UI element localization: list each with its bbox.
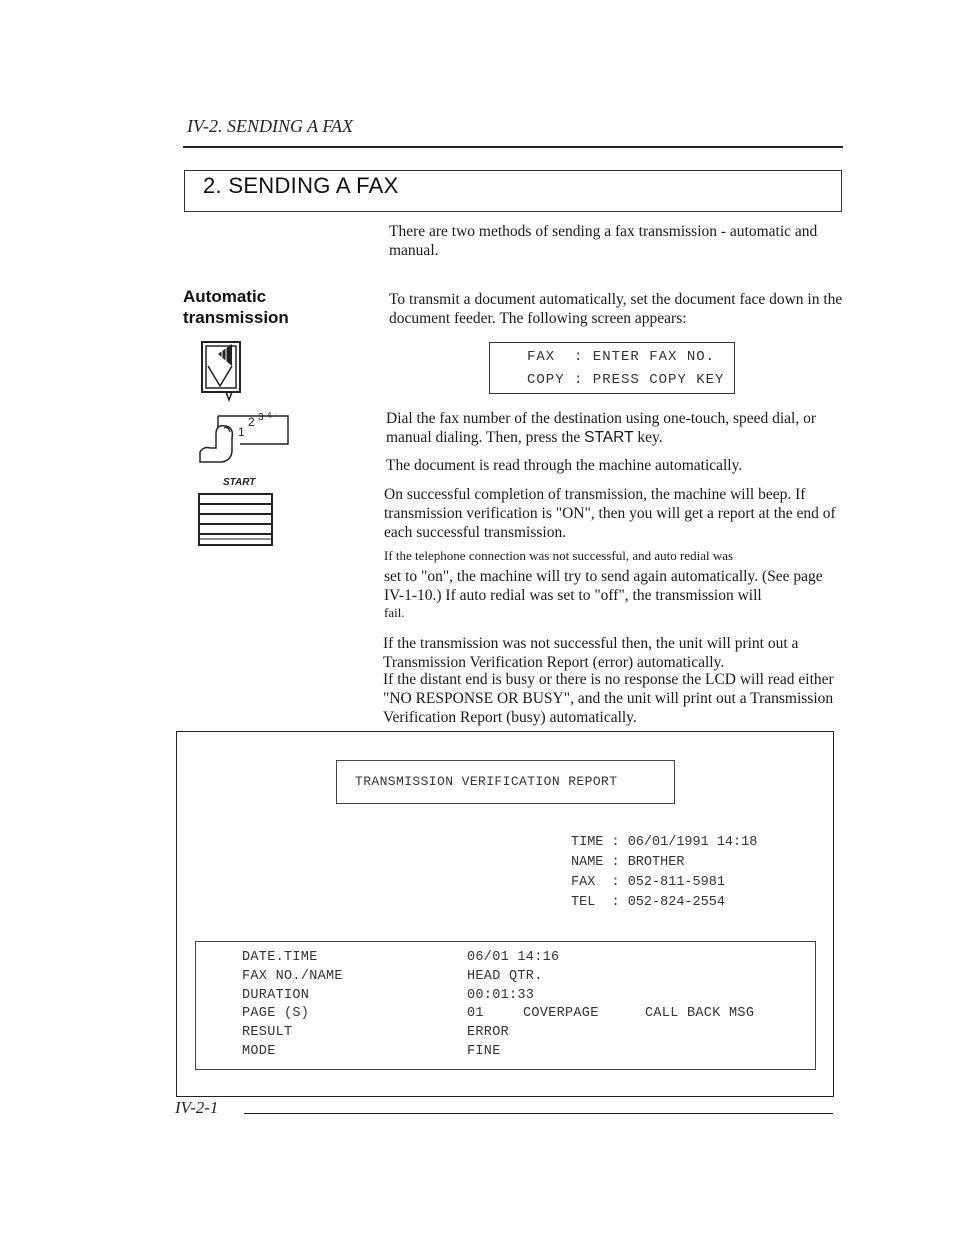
table-row [196, 1006, 815, 1025]
start-key-icon [198, 493, 274, 547]
table-row [196, 1025, 815, 1044]
section-title: 2. SENDING A FAX [203, 173, 399, 198]
paragraph-redial-line1: If the telephone connection was not successful, and auto redial was [384, 548, 734, 563]
svg-text:2: 2 [248, 415, 255, 429]
row-extra-coverpage: COVERPAGE [523, 1006, 599, 1021]
document-feed-icon [198, 336, 246, 402]
row-label: FAX NO./NAME [242, 969, 343, 984]
svg-text:·: · [275, 411, 278, 418]
footer-rule [244, 1113, 833, 1114]
side-heading [183, 286, 289, 328]
svg-text:·: · [281, 413, 284, 420]
table-row [196, 988, 815, 1007]
paragraph-redial: set to "on", the machine will try to send again automatically. (See page IV-1-10.) If auto redial was set to "off", the transmission will [384, 568, 823, 604]
side-heading-line2: transmission [183, 308, 289, 327]
dial-keypad-icon [196, 406, 292, 468]
table-row [196, 969, 815, 988]
report-info-time: TIME : 06/01/1991 14:18 [571, 835, 758, 850]
paragraph-set-document: To transmit a document automatically, set the document face down in the document feeder. The following screen appears: [389, 291, 843, 327]
svg-text:1: 1 [238, 425, 245, 439]
table-row [196, 1044, 815, 1063]
report-info-name: NAME : BROTHER [571, 855, 685, 870]
row-value: 00:01:33 [467, 988, 535, 1003]
table-row [196, 950, 815, 969]
row-value: 06/01 14:16 [467, 950, 560, 965]
intro-paragraph: There are two methods of sending a fax transmission - automatic and manual. [389, 223, 818, 259]
row-value: FINE [467, 1044, 501, 1059]
start-key-label: START [223, 477, 256, 488]
report-title: TRANSMISSION VERIFICATION REPORT [355, 774, 618, 789]
row-label: RESULT [242, 1025, 293, 1040]
paragraph-error-report: If the transmission was not successful then, the unit will print out a Transmission Verification Report (error) automatically. [383, 635, 799, 671]
report-table [195, 941, 816, 1070]
report-info-fax: FAX : 052-811-5981 [571, 875, 725, 890]
row-label: DATE.TIME [242, 950, 318, 965]
row-label: MODE [242, 1044, 276, 1059]
row-label: PAGE (S) [242, 1006, 310, 1021]
side-heading-line1: Automatic [183, 287, 267, 306]
report-sender-info [571, 833, 757, 913]
paragraph-read-document: The document is read through the machine automatically. [386, 457, 743, 474]
row-extra-callback: CALL BACK MSG [645, 1006, 755, 1021]
section-title-box [184, 170, 842, 212]
paragraph-dial-end: key. [633, 429, 663, 446]
row-value: HEAD QTR. [467, 969, 543, 984]
lcd-display [489, 342, 735, 394]
svg-text:4: 4 [267, 411, 272, 420]
running-header: IV-2. SENDING A FAX [187, 116, 353, 136]
row-value: ERROR [467, 1025, 510, 1040]
lcd-line1: FAX : ENTER FAX NO. [527, 349, 716, 365]
header-rule [183, 146, 843, 148]
paragraph-redial-end: fail. [384, 605, 405, 620]
report-info-tel: TEL : 052-824-2554 [571, 895, 725, 910]
paragraph-dial-text: Dial the fax number of the destination using one-touch, speed dial, or manual dialing. Then, press the [386, 410, 817, 446]
report-title-box [336, 760, 675, 804]
svg-text:3: 3 [258, 412, 264, 423]
row-value: 01 [467, 1006, 484, 1021]
lcd-line2: COPY : PRESS COPY KEY [527, 372, 725, 388]
start-key-reference: START [584, 429, 634, 446]
paragraph-dial [386, 409, 842, 447]
page-number: IV-2-1 [175, 1098, 219, 1117]
row-label: DURATION [242, 988, 310, 1003]
paragraph-success: On successful completion of transmission, the machine will beep. If transmission verification is "ON", then you will get a report at the end of each successful transmission. [384, 486, 836, 541]
paragraph-busy-report: If the distant end is busy or there is no response the LCD will read either "NO RESPONSE OR BUSY", and the unit will print out a Transmission Verification Report (busy) automatically. [383, 671, 834, 726]
